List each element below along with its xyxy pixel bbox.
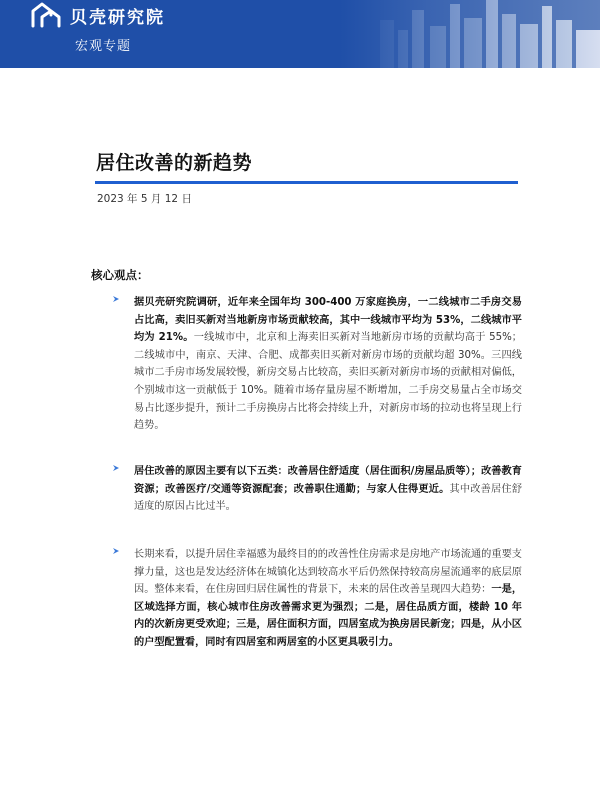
key-point-2: [112, 463, 522, 516]
key-point-3-bold: 一是，区域选择方面，核心城市住房改善需求更为强烈；二是，居住品质方面，楼龄 10 年内的次新房更受欢迎；三是，居住面积方面，四居室成为换房居民新宠；四是，从小区的户型配置看，同时有四居室和两居室的小区更具吸引力。: [134, 584, 523, 648]
key-point-3: [112, 546, 522, 652]
bullet-arrow-icon: [112, 295, 120, 303]
report-date: 2023 年 5 月 12 日: [97, 193, 192, 205]
key-point-1-text: [134, 294, 522, 435]
key-point-1-body: 一线城市中，北京和上海卖旧买新对当地新房市场的贡献均高于 55%；二线城市中，南京、天津、合肥、成都卖旧买新对新房市场的贡献均超 30%。三四线城市二手房市场发展较慢，新房交易占比较高，卖旧买新对新房市场的贡献相对偏低，个别城市这一贡献低于 10%。随着市场存量房屋不断增加，二手房交易量占全市场交易占比逐步提升，预计二手房换房占比将会持续上升，对新房市场的拉动也将呈现上行趋势。: [134, 332, 522, 432]
key-point-1-bold: 据贝壳研究院调研，近年来全国年均 300-400 万家庭换房，一二线城市二手房交易占比高，卖旧买新对当地新房市场贡献较高，其中一线城市平均为 53%，二线城市平均为 21%。: [134, 297, 522, 344]
bullet-arrow-icon: [112, 464, 120, 472]
key-point-3-text: [134, 546, 522, 652]
report-title: 居住改善的新趋势: [96, 152, 253, 174]
header-banner: [0, 0, 600, 68]
brand-name: 贝壳研究院: [70, 7, 165, 28]
title-rule: [95, 181, 518, 184]
key-points-heading: 核心观点：: [91, 268, 149, 282]
brand: [30, 2, 165, 28]
key-point-2-text: [134, 463, 522, 516]
key-point-3-body: 长期来看，以提升居住幸福感为最终目的的改善性住房需求是房地产市场流通的重要支撑力量，这也是发达经济体在城镇化达到较高水平后仍然保持较高房屋流通率的底层原因。整体来看，在住房回归居住属性的背景下，未来的居住改善呈现四大趋势：: [134, 549, 522, 596]
key-point-2-body: 其中改善居住舒适度的原因占比过半。: [134, 483, 523, 513]
city-skyline-graphic: [340, 0, 600, 68]
key-point-2-bold: 居住改善的原因主要有以下五类：改善居住舒适度（居住面积/房屋品质等）；改善教育资源；改善医疗/交通等资源配套；改善职住通勤；与家人住得更近。: [134, 466, 522, 495]
bullet-arrow-icon: [112, 547, 120, 555]
beike-logo-icon: [30, 2, 62, 28]
key-point-1: [112, 294, 522, 435]
header-subtitle: 宏观专题: [75, 39, 132, 54]
